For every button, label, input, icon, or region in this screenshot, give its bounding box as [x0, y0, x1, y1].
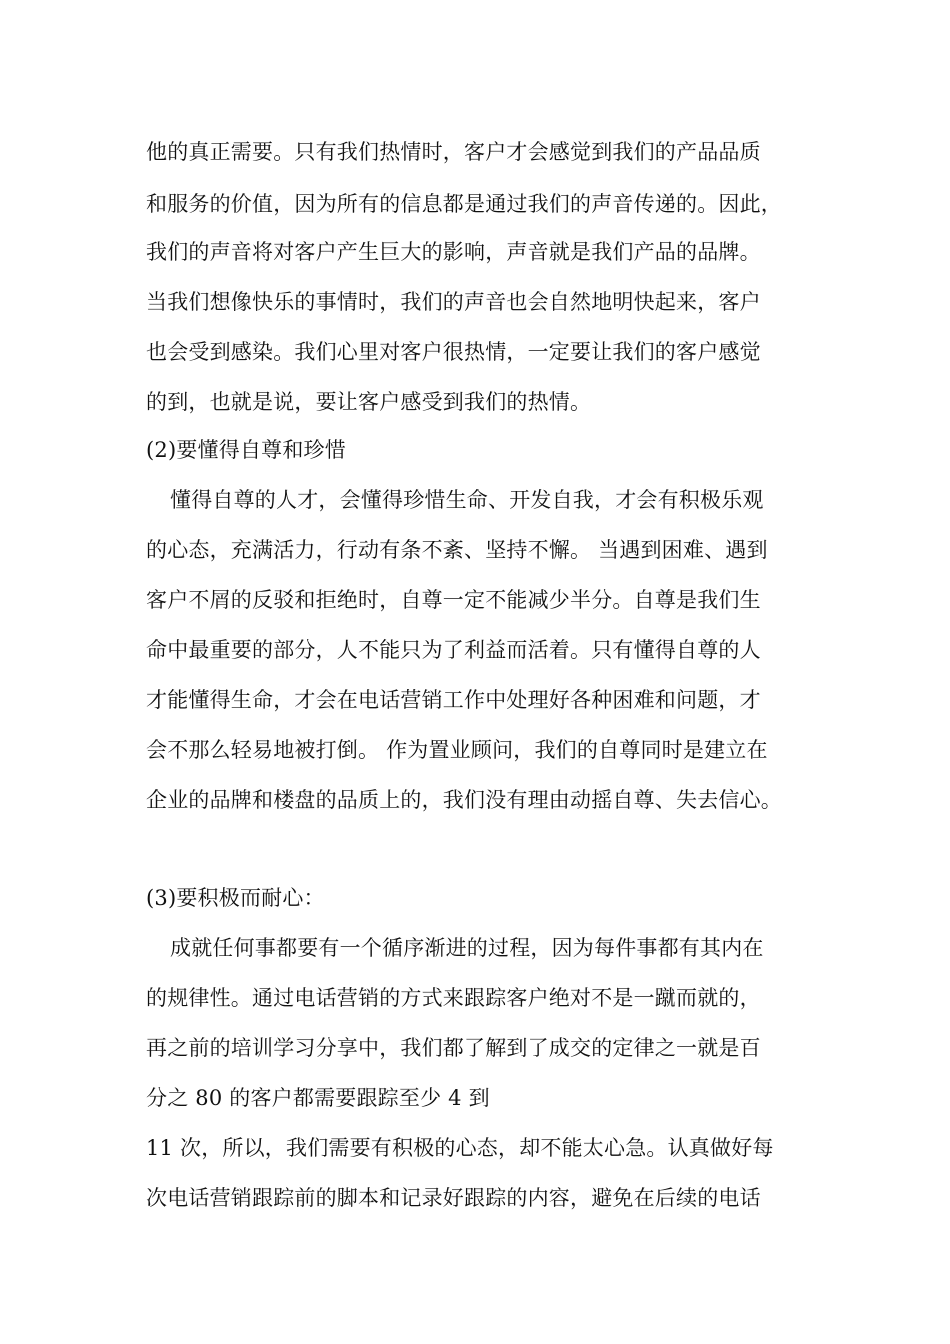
- paragraph-line: 命中最重要的部分，人不能只为了利益而活着。只有懂得自尊的人: [146, 638, 761, 662]
- paragraph-line: 企业的品牌和楼盘的品质上的，我们没有理由动摇自尊、失去信心。: [146, 788, 782, 812]
- paragraph-line: 的心态，充满活力，行动有条不紊、坚持不懈。 当遇到困难、遇到: [146, 538, 768, 562]
- paragraph-line: 再之前的培训学习分享中，我们都了解到了成交的定律之一就是百: [146, 1036, 761, 1060]
- paragraph-line: 分之 80 的客户都需要跟踪至少 4 到: [146, 1086, 490, 1110]
- paragraph-line: 客户不屑的反驳和拒绝时，自尊一定不能减少半分。自尊是我们生: [146, 588, 761, 612]
- paragraph-line: 11 次，所以，我们需要有积极的心态，却不能太心急。认真做好每: [146, 1136, 774, 1160]
- paragraph-line: 的规律性。通过电话营销的方式来跟踪客户绝对不是一蹴而就的，: [146, 986, 761, 1010]
- paragraph-line: 也会受到感染。我们心里对客户很热情，一定要让我们的客户感觉: [146, 340, 761, 364]
- paragraph-line: 当我们想像快乐的事情时，我们的声音也会自然地明快起来，客户: [146, 290, 761, 314]
- paragraph-line: 成就任何事都要有一个循序渐进的过程，因为每件事都有其内在: [170, 936, 764, 960]
- section-heading: (3)要积极而耐心：: [146, 886, 325, 910]
- paragraph-line: 次电话营销跟踪前的脚本和记录好跟踪的内容，避免在后续的电话: [146, 1186, 761, 1210]
- paragraph-line: 和服务的价值，因为所有的信息都是通过我们的声音传递的。因此，: [146, 192, 782, 216]
- paragraph-line: 他的真正需要。只有我们热情时，客户才会感觉到我们的产品品质: [146, 140, 761, 164]
- paragraph-line: 我们的声音将对客户产生巨大的影响，声音就是我们产品的品牌。: [146, 240, 761, 264]
- paragraph-line: 会不那么轻易地被打倒。 作为置业顾问，我们的自尊同时是建立在: [146, 738, 768, 762]
- section-heading: (2)要懂得自尊和珍惜: [146, 438, 346, 462]
- paragraph-line: 才能懂得生命，才会在电话营销工作中处理好各种困难和问题，才: [146, 688, 761, 712]
- paragraph-line: 的到，也就是说，要让客户感受到我们的热情。: [146, 390, 592, 414]
- paragraph-line: 懂得自尊的人才，会懂得珍惜生命、开发自我，才会有积极乐观: [170, 488, 764, 512]
